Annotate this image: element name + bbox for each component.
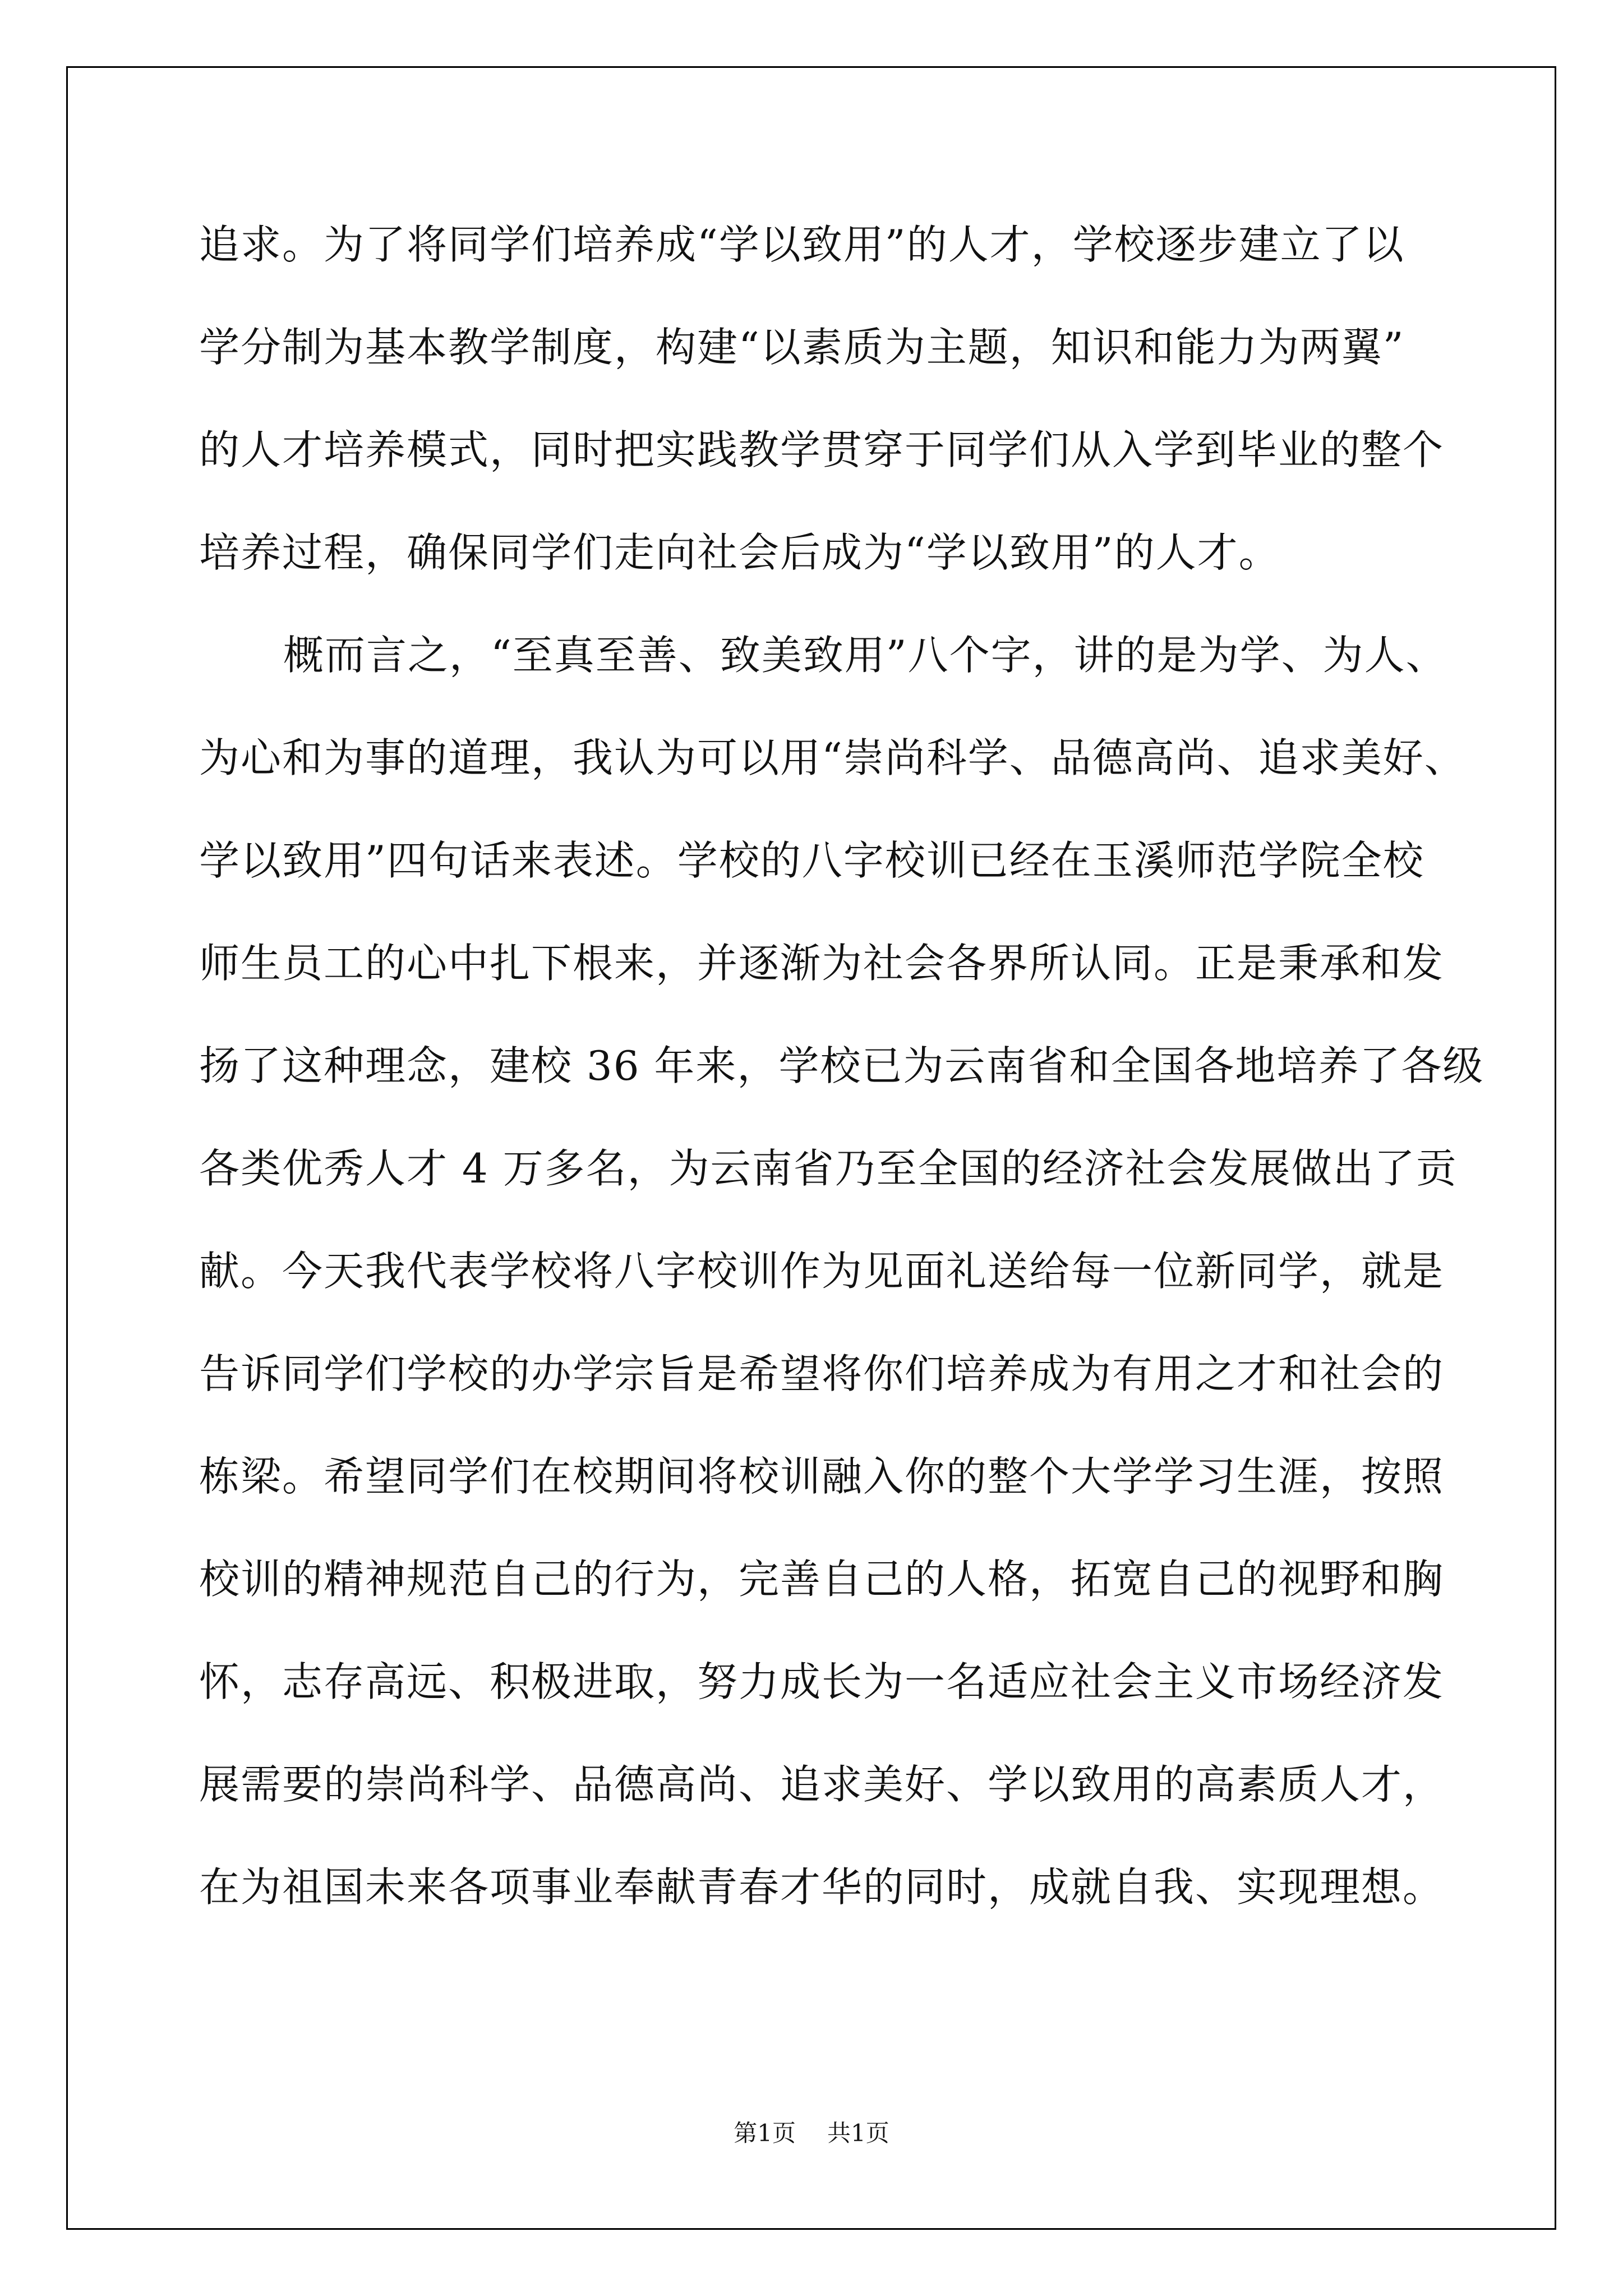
text-line: 的人才培养模式，同时把实践教学贯穿于同学们从入学到毕业的整个 (199, 426, 1445, 473)
text-line: 学以致用”四句话来表述。学校的八字校训已经在玉溪师范学院全校 (199, 837, 1424, 884)
text-line: 展需要的崇尚科学、品德高尚、追求美好、学以致用的高素质人才， (199, 1761, 1445, 1808)
text-line: 为心和为事的道理，我认为可以用“崇尚科学、品德高尚、追求美好、 (199, 734, 1466, 781)
text-line: 师生员工的心中扎下根来，并逐渐为社会各界所认同。正是秉承和发 (199, 940, 1445, 987)
text-line: 在为祖国未来各项事业奉献青春才华的同时，成就自我、实现理想。 (199, 1864, 1445, 1911)
text-line: 概而言之，“至真至善、致美致用”八个字，讲的是为学、为人、 (283, 632, 1447, 679)
text-line: 怀，志存高远、积极进取，努力成长为一名适应社会主义市场经济发 (199, 1658, 1445, 1705)
text-line: 扬了这种理念，建校 36 年来，学校已为云南省和全国各地培养了各级 (199, 1042, 1484, 1089)
page-number: 第1页 (734, 2119, 796, 2147)
text-line: 追求。为了将同学们培养成“学以致用”的人才，学校逐步建立了以 (199, 221, 1405, 268)
text-line: 献。今天我代表学校将八字校训作为见面礼送给每一位新同学，就是 (199, 1248, 1445, 1295)
text-line: 学分制为基本教学制度，构建“以素质为主题，知识和能力为两翼” (199, 324, 1405, 371)
text-line: 栋梁。希望同学们在校期间将校训融入你的整个大学学习生涯，按照 (199, 1453, 1445, 1500)
document-body (199, 194, 1484, 1939)
text-line: 各类优秀人才 4 万多名，为云南省乃至全国的经济社会发展做出了贡 (199, 1145, 1458, 1192)
page-total: 共1页 (827, 2119, 889, 2147)
paragraph-2 (199, 604, 1484, 1939)
paragraph-1 (199, 194, 1444, 604)
text-line: 校训的精神规范自己的行为，完善自己的人格，拓宽自己的视野和胸 (199, 1556, 1445, 1603)
page-footer (0, 2115, 1623, 2148)
text-line: 告诉同学们学校的办学宗旨是希望将你们培养成为有用之才和社会的 (199, 1350, 1445, 1397)
text-line: 培养过程，确保同学们走向社会后成为“学以致用”的人才。 (199, 529, 1280, 576)
